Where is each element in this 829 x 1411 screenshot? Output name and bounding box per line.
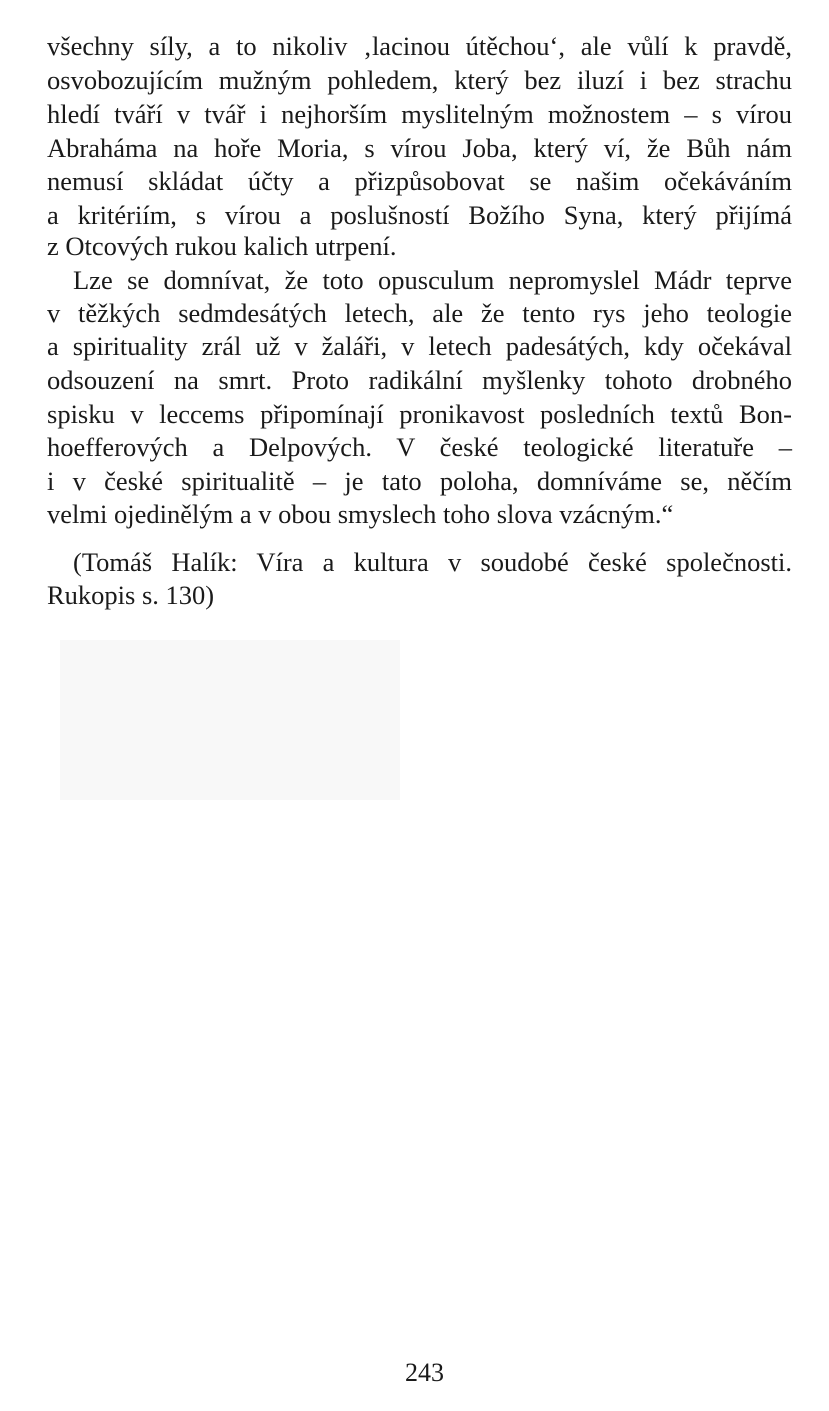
text-line: v těžkých sedmdesátých letech, ale že tento rys jeho teologie (47, 298, 792, 328)
citation-line: Rukopis s. 130) (47, 580, 215, 610)
text-line: nemusí skládat účty a přizpůsobovat se našim očekáváním (47, 166, 792, 196)
text-line: hledí tváří v tvář i nejhorším myslitelným možnostem – s vírou (47, 99, 792, 129)
text-line: Lze se domnívat, že toto opusculum nepromyslel Mádr teprve (73, 265, 792, 295)
text-line: a spirituality zrál už v žaláři, v letech padesátých, kdy očekával (47, 331, 792, 361)
text-line: Abraháma na hoře Moria, s vírou Joba, který ví, že Bůh nám (47, 133, 792, 163)
text-line: i v české spiritualitě – je tato poloha, domníváme se, něčím (47, 466, 792, 496)
text-line: všechny síly, a to nikoliv ‚lacinou útěchou‘, ale vůlí k pravdě, (47, 31, 792, 61)
page-number: 243 (405, 1358, 444, 1387)
citation-line: (Tomáš Halík: Víra a kultura v soudobé české společnosti. (73, 547, 792, 577)
text-line: velmi ojedinělým a v obou smyslech toho slova vzácným.“ (47, 499, 674, 529)
text-line: osvobozujícím mužným pohledem, který bez iluzí i bez strachu (47, 65, 792, 95)
text-line: odsouzení na smrt. Proto radikální myšlenky tohoto drobného (47, 365, 792, 395)
text-line: hoefferových a Delpových. V české teologické literatuře – (47, 432, 792, 462)
text-line: spisku v leccems připomínají pronikavost posledních textů Bon- (47, 399, 792, 429)
bleed-through-shade (60, 640, 400, 800)
text-line: a kritériím, s vírou a poslušností Božího Syna, který přijímá (47, 200, 792, 230)
text-line: z Otcových rukou kalich utrpení. (47, 231, 397, 261)
